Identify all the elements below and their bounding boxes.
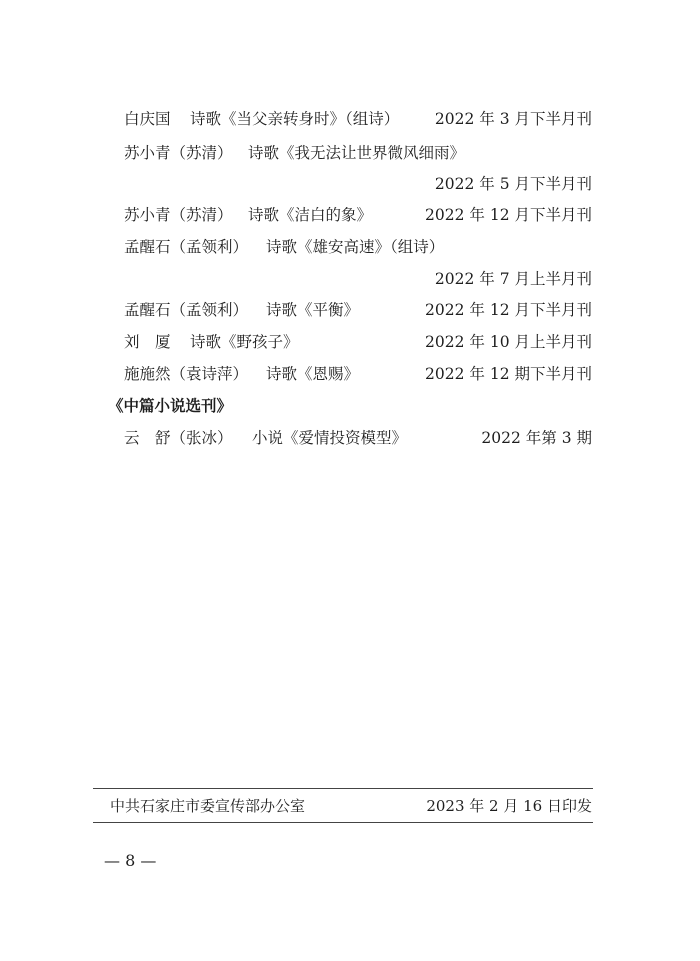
- entry-date: 2022 年 10 月上半月刊: [425, 333, 592, 351]
- entry-row: [0, 361, 700, 387]
- entry-date: 2022 年 5 月下半月刊: [434, 175, 592, 193]
- footer-issuer: 中共石家庄市委宣传部办公室: [110, 797, 306, 815]
- entry-date-row: [0, 266, 700, 292]
- entry-work: 小说《爱情投资模型》: [252, 429, 408, 447]
- entry-date: 2022 年第 3 期: [481, 429, 592, 447]
- entry-author: 白庆国: [124, 110, 171, 128]
- entry-work: 诗歌《当父亲转身时》（组诗）: [190, 110, 400, 128]
- entry-author: 孟醒石（孟领利）: [124, 301, 249, 319]
- entry-row: [0, 329, 700, 355]
- entry-author: 苏小青（苏清）: [124, 206, 233, 224]
- entry-date: 2022 年 3 月下半月刊: [434, 110, 592, 128]
- entry-author: 施施然（袁诗萍）: [124, 365, 249, 383]
- entry-author: 刘 厦: [124, 333, 171, 351]
- entry-work: 诗歌《恩赐》: [266, 365, 360, 383]
- entry-date: 2022 年 12 月下半月刊: [425, 301, 592, 319]
- section-title: 《中篇小说选刊》: [108, 396, 233, 415]
- page-number: — 8 —: [104, 851, 157, 870]
- entry-work: 诗歌《雄安高速》（组诗）: [266, 238, 445, 256]
- entry-row: [0, 297, 700, 323]
- entry-work: 诗歌《平衡》: [266, 301, 360, 319]
- footer-top-rule: [93, 788, 593, 789]
- entry-date: 2022 年 12 月下半月刊: [425, 206, 592, 224]
- entry-work: 诗歌《野孩子》: [190, 333, 299, 351]
- entry-row: [0, 425, 700, 451]
- entry-row: [0, 140, 700, 166]
- footer-issue-date: 2023 年 2 月 16 日印发: [426, 797, 592, 815]
- entry-author: 云 舒（张冰）: [124, 429, 233, 447]
- entry-date: 2022 年 12 期下半月刊: [425, 365, 592, 383]
- entry-row: [0, 202, 700, 228]
- entry-author: 苏小青（苏清）: [124, 144, 233, 162]
- entry-date: 2022 年 7 月上半月刊: [434, 270, 592, 288]
- footer-bottom-rule: [93, 822, 593, 823]
- entry-author: 孟醒石（孟领利）: [124, 238, 249, 256]
- entry-work: 诗歌《我无法让世界微风细雨》: [248, 144, 466, 162]
- entry-date-row: [0, 171, 700, 197]
- entry-row: [0, 234, 700, 260]
- entry-work: 诗歌《洁白的象》: [248, 206, 373, 224]
- entry-row: [0, 106, 700, 132]
